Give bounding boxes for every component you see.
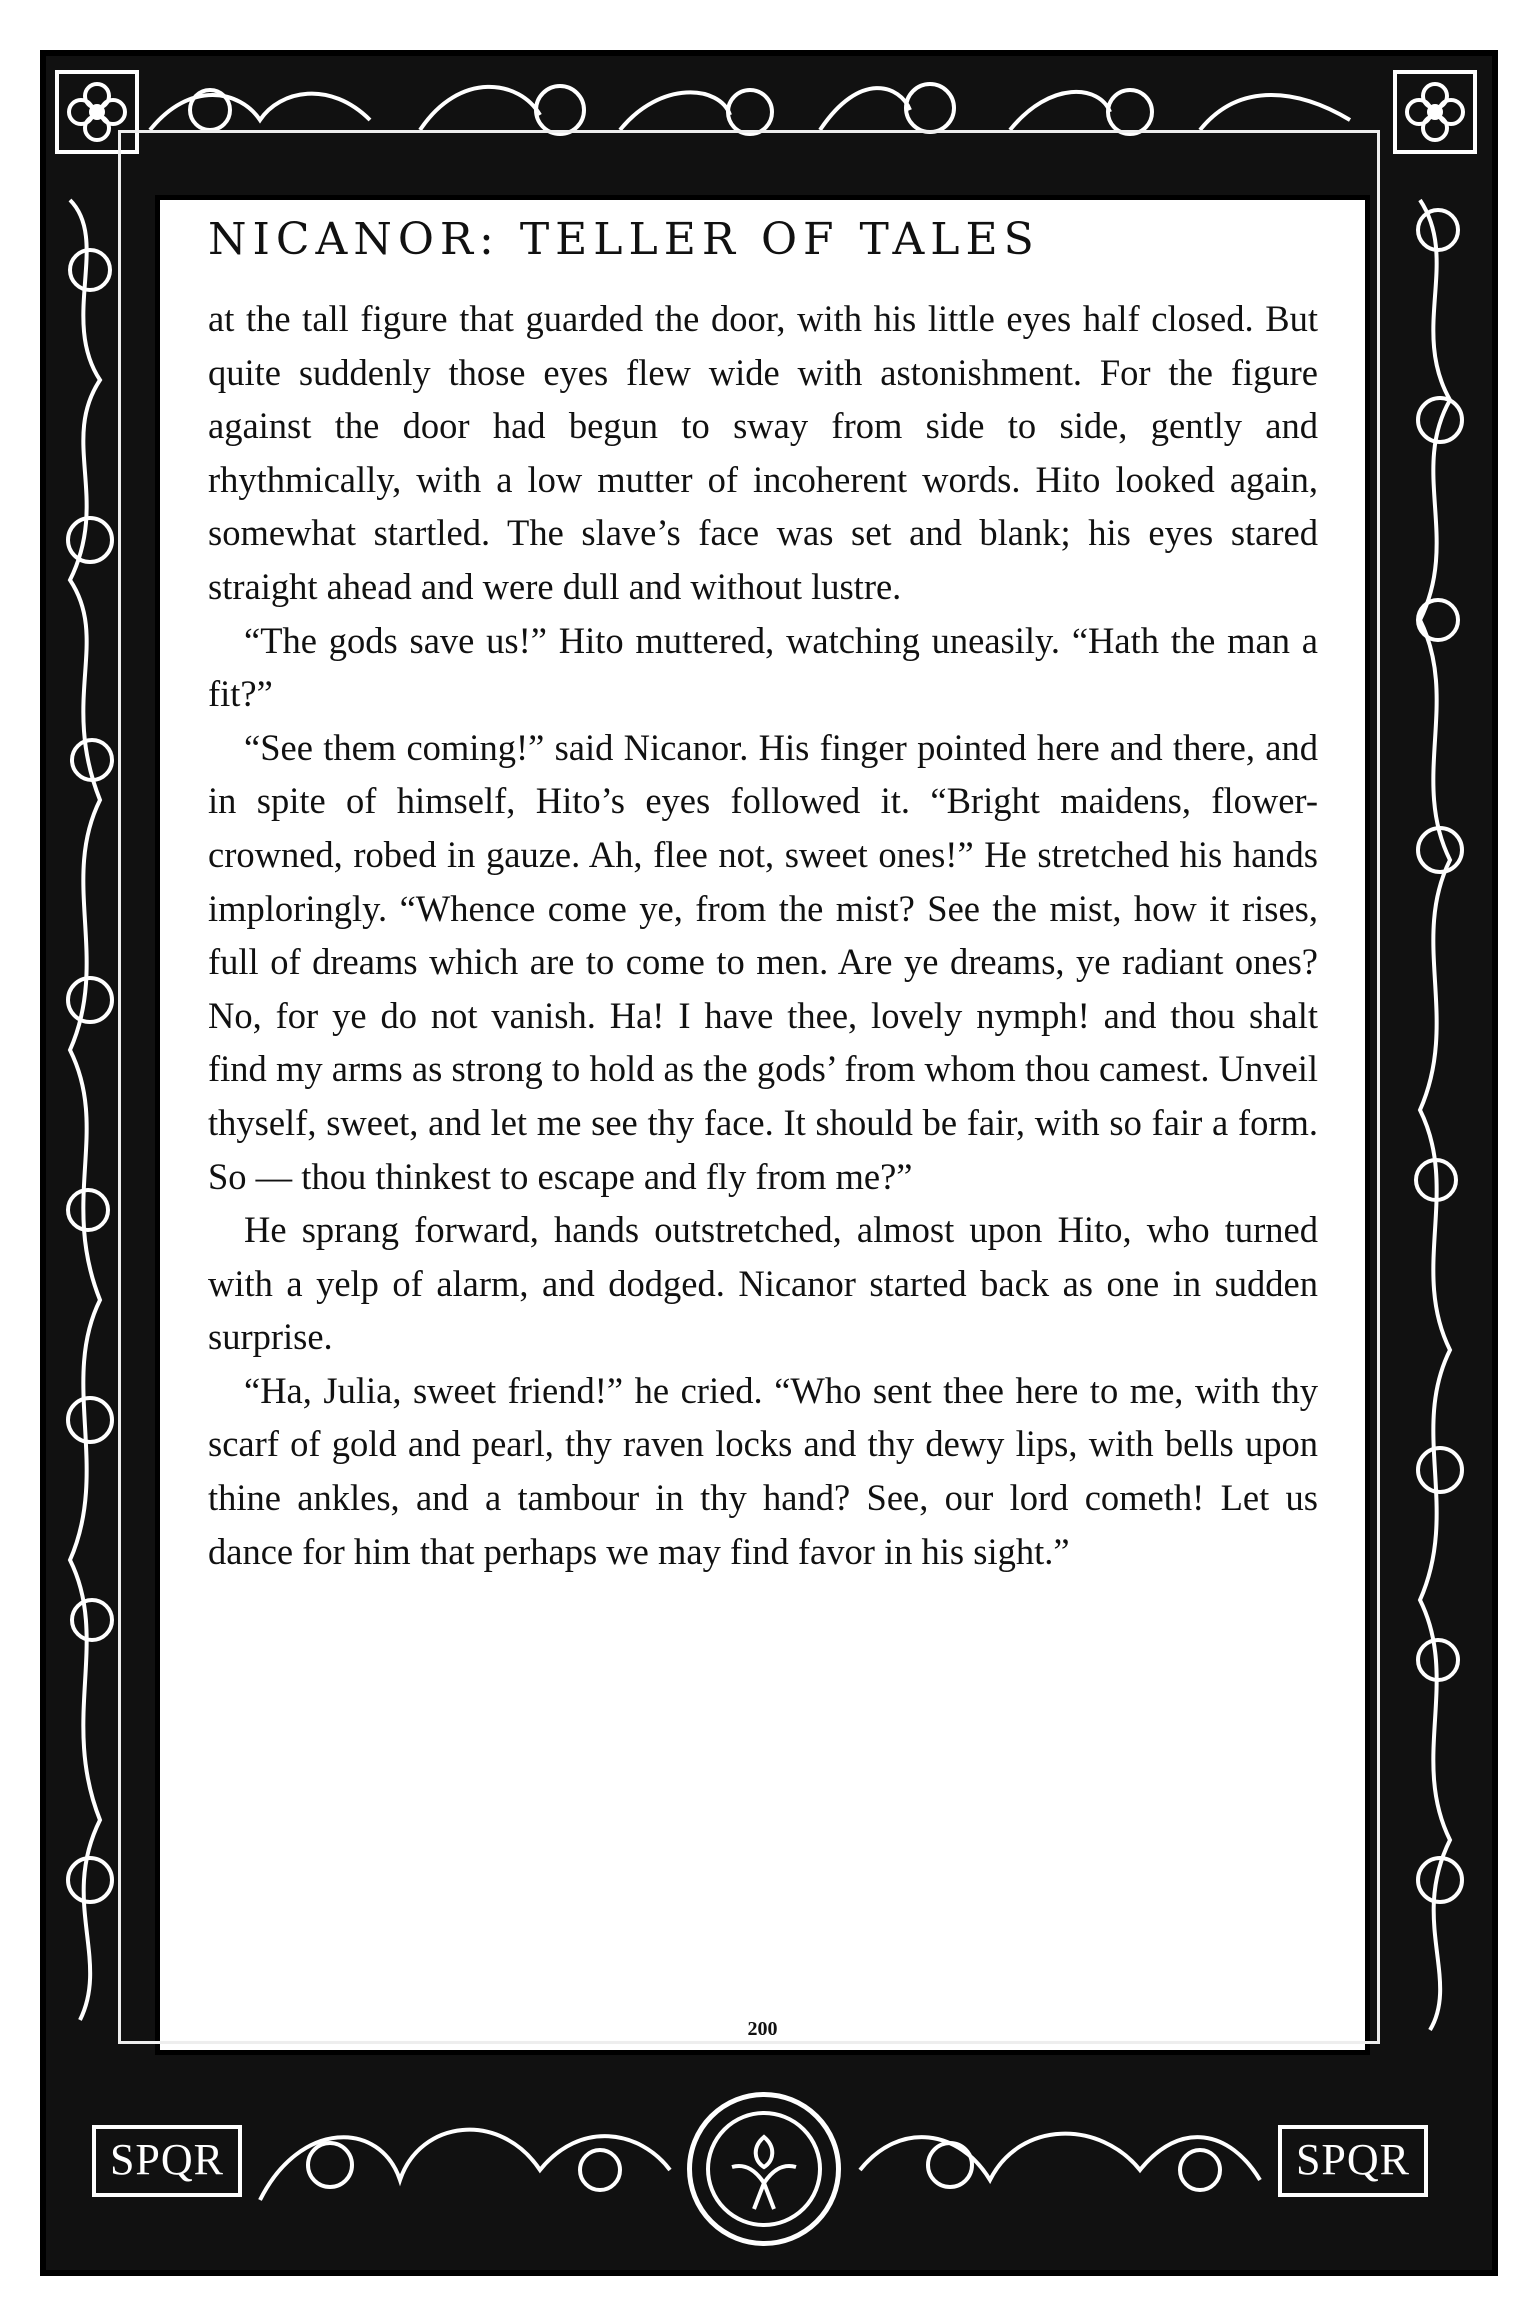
paragraph: “See them coming!” said Nicanor. His finger pointed here and there, and in spite of himself, Hito’s eyes followed it. “Bright maidens, flower-crowned, robed in gauze. Ah, flee not, sweet ones!” He stretched his hands imploringly. “Whence come ye, from the mist? See the mist, how it rises, full of dreams which are to come to men. Are ye dreams, ye radiant ones? No, for ye do not vanish. Ha! I have thee, lovely nymph! and thou shalt find my arms as strong to hold as the gods’ from whom thou camest. Unveil thyself, sweet, and let me see thy face. It should be fair, with so fair a form. So — thou thinkest to escape and fly from me?”	[208, 726, 1318, 1197]
left-scrollwork-ornament	[68, 200, 112, 2020]
eagle-medallion-icon	[687, 2092, 841, 2246]
flower-corner-icon	[1393, 70, 1477, 154]
top-scrollwork-ornament	[150, 84, 1350, 134]
body-text	[208, 292, 1318, 1578]
page-number: 200	[747, 2018, 778, 2040]
paragraph: “Ha, Julia, sweet friend!” he cried. “Who sent thee here to me, with thy scarf of gold and pearl, thy raven locks and thy dewy lips, with bells upon thine ankles, and a tambour in thy hand? See, our lord cometh! Let us dance for him that perhaps we may find favor in his sight.”	[208, 1369, 1318, 1572]
spqr-badge-left: SPQR	[92, 2125, 242, 2197]
paragraph: “The gods save us!” Hito muttered, watching uneasily. “Hath the man a fit?”	[208, 619, 1318, 715]
spqr-badge-right: SPQR	[1278, 2125, 1428, 2197]
paragraph: He sprang forward, hands outstretched, almost upon Hito, who turned with a yelp of alarm, and dodged. Nicanor started back as one in sudden surprise.	[208, 1209, 1318, 1358]
right-scrollwork-ornament	[1416, 200, 1462, 2030]
text-page	[155, 195, 1370, 2055]
flower-corner-icon	[55, 70, 139, 154]
paragraph: at the tall figure that guarded the door, with his little eyes half closed. But quite suddenly those eyes flew wide with astonishment. For the figure against the door had begun to sway from side to side, gently and rhythmically, with a low mutter of incoherent words. Hito looked again, somewhat startled. The slave’s face was set and blank; his eyes stared straight ahead and were dull and without lustre.	[208, 298, 1318, 607]
running-head: NICANOR: TELLER OF TALES	[208, 214, 1040, 265]
